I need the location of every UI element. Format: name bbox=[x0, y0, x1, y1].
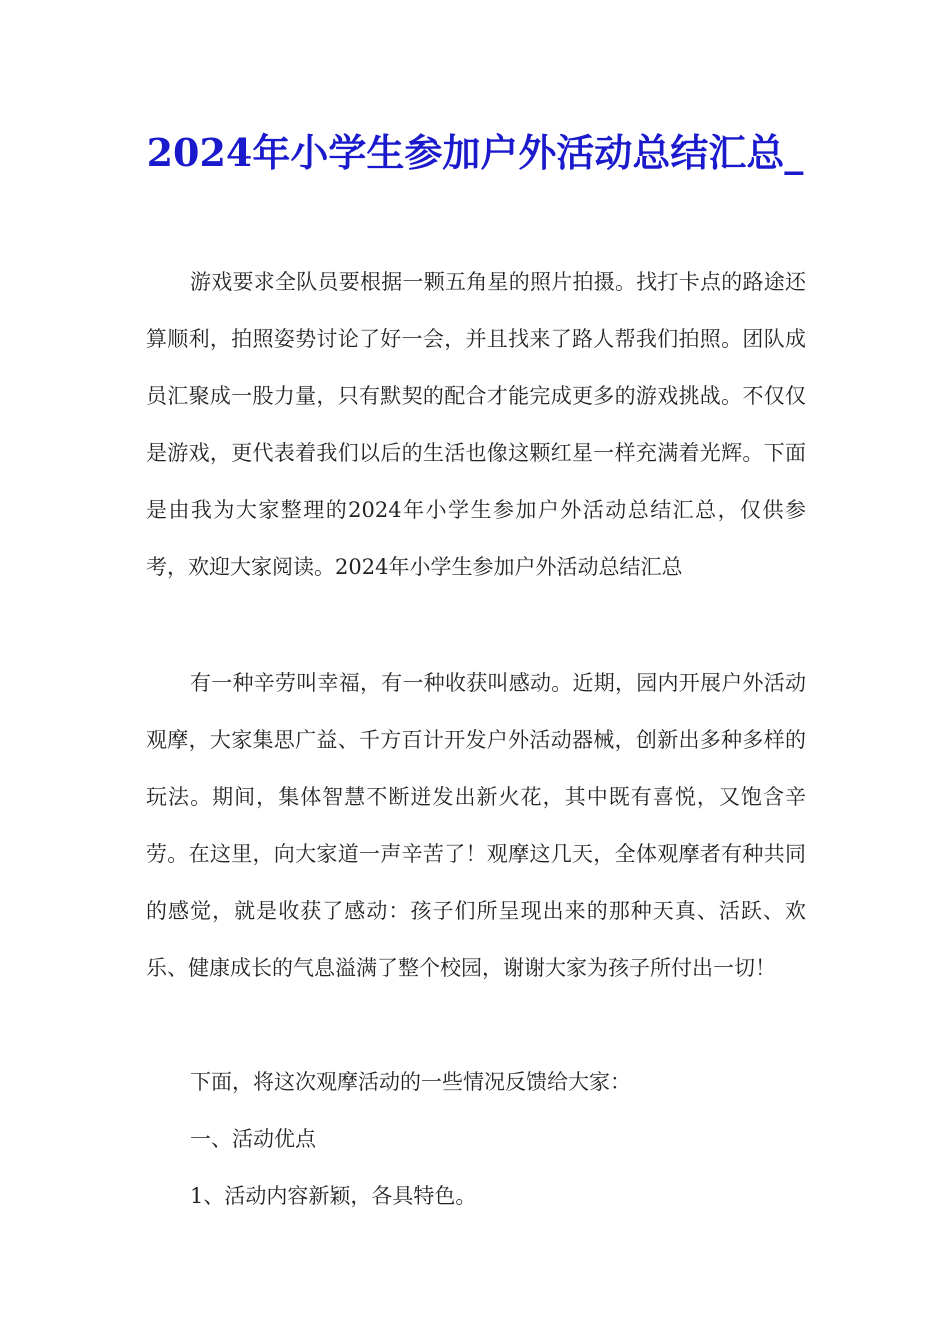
section-heading-advantages: 一、活动优点 bbox=[190, 1127, 316, 1151]
paragraph-intro: 游戏要求全队员要根据一颗五角星的照片拍摄。找打卡点的路途还算顺利，拍照姿势讨论了好一会，并且找来了路人帮我们拍照。团队成员汇聚成一股力量，只有默契的配合才能完成更多的游戏挑战。不仅仅是游戏，更代表着我们以后的生活也像这颗红星一样充满着光辉。下面是由我为大家整理的2024年小学生参加户外活动总结汇总，仅供参考，欢迎大家阅读。2024年小学生参加户外活动总结汇总 bbox=[146, 270, 806, 579]
paragraph-feelings: 有一种辛劳叫幸福，有一种收获叫感动。近期，园内开展户外活动观摩，大家集思广益、千方百计开发户外活动器械，创新出多种多样的玩法。期间，集体智慧不断迸发出新火花，其中既有喜悦，又饱含辛劳。在这里，向大家道一声辛苦了！观摩这几天，全体观摩者有种共同的感觉，就是收获了感动：孩子们所呈现出来的那种天真、活跃、欢乐、健康成长的气息溢满了整个校园，谢谢大家为孩子所付出一切！ bbox=[146, 671, 806, 980]
document-title: 2024年小学生参加户外活动总结汇总_ bbox=[146, 130, 804, 175]
list-item-advantage-1: 1、活动内容新颖，各具特色。 bbox=[190, 1184, 477, 1208]
paragraph-feedback-intro: 下面，将这次观摩活动的一些情况反馈给大家： bbox=[190, 1070, 631, 1094]
